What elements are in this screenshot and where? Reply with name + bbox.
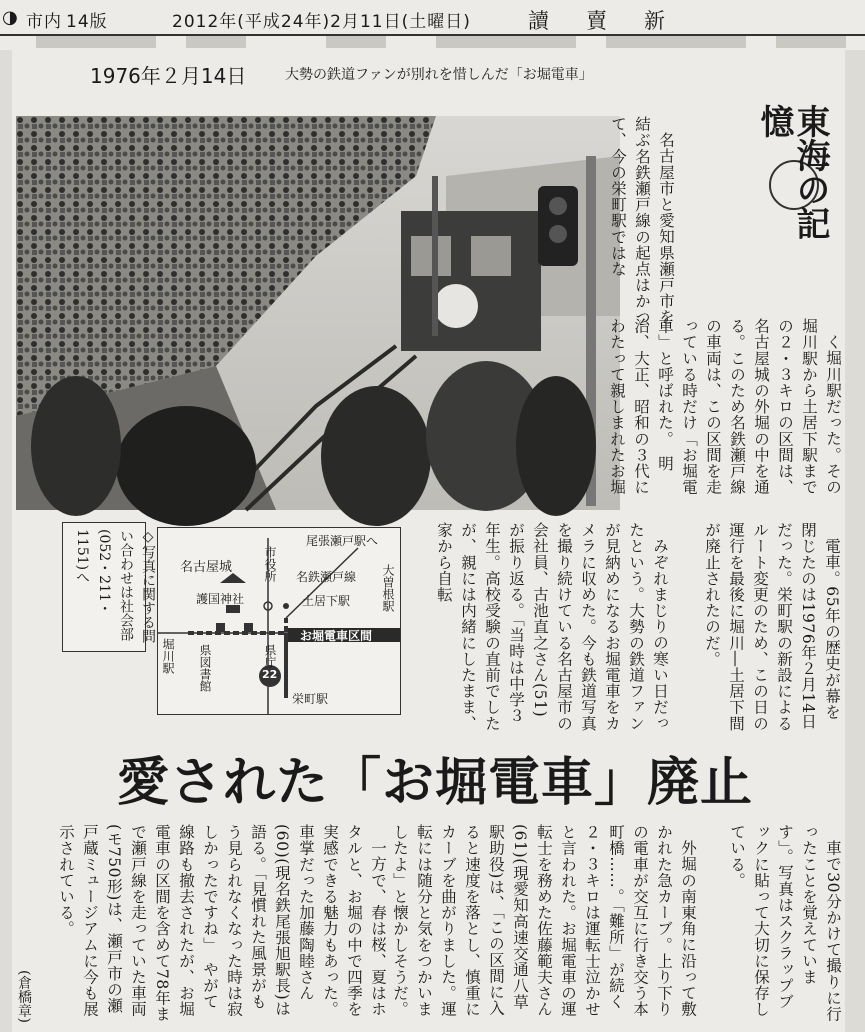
contact-box: [62, 522, 156, 652]
article-column-1: [609, 116, 678, 336]
byline: (倉橋章): [16, 970, 32, 1023]
map-label-meitetsu-seto: 名鉄瀬戸線: [296, 570, 357, 584]
article-column-3: [672, 522, 844, 732]
paper-name: 讀 賣 新: [528, 9, 673, 33]
newspaper-header: [0, 0, 865, 36]
map-label-library: 県図書館: [198, 644, 212, 692]
adjacent-page-edge: [845, 50, 865, 1032]
contact-text: ◇写真に関する問い合わせは社会部(052・211・1151)へ: [74, 529, 156, 643]
adjacent-article-strip: [16, 36, 865, 48]
map-label-ozone: 大曽根駅: [381, 564, 395, 612]
edition-label: 市内: [26, 12, 62, 32]
article-text: 外堀の南東角に沿って敷かれた急カーブ。上り下りの電車が交互に行き交う本町橋……。「難所」が続く２・３キロは運転士泣かせと言われた。お堀電車の運転士を務めた佐藤範夫さん(61)(現愛知高速交通八草駅助役)は、「この区間に入ると速度を落とし、慎重にカーブを曲がりました。運転には随分と気をつかいましたよ」と懐かしそうだ。: [391, 824, 697, 1018]
article-text: 車で30分かけて撮りに行ったことを覚えています」。写真はスクラップブックに貼って大切に保存している。: [728, 824, 842, 1022]
article-text: く堀川駅だった。その堀川駅から土居下駅までの２・３キロの区間は、名古屋城の外堀の中を通る。このため名鉄瀬戸線の車両は、この区間を走っている時だけ「お堀電車」と呼ばれた。 明治、大正、昭和の３代にわたって親しまれたお堀: [608, 318, 842, 496]
map-label-section: お堀電車区間: [300, 629, 373, 643]
article-text: 電車。65年の歴史が幕を閉じたのは1976年２月14日だった。栄町駅の新設によるルート変更のため、この日の運行を最後に堀川―土居下間が廃止されたのだ。: [703, 522, 841, 732]
map-label-city-hall: 市役所: [263, 546, 277, 582]
map-label-nagoya-castle: 名古屋城: [180, 560, 233, 575]
map-route-number: 22: [262, 668, 278, 681]
photo-date: 1976年２月14日: [90, 64, 247, 88]
article-column-4: [410, 522, 672, 732]
map-label-gokoku: 護国神社: [196, 592, 245, 606]
map-label-doikoshita: 土居下駅: [302, 594, 351, 608]
article-column-6: [390, 824, 700, 1024]
map-label-sakaemachi: 栄町駅: [292, 692, 329, 706]
article-column-7: [40, 824, 390, 1024]
article-text: みぞれまじりの寒い日だったという。大勢の鉄道ファンが見納めになるお堀電車をカメラに収めた。今も鉄道写真を撮り続けている名古屋市の会社員、古池直之さん(51)が振り返る。「当時は中学３年生。高校受験の直前でしたが、親には内緒にしたまま、家から自転: [435, 522, 669, 732]
series-title: [756, 104, 828, 254]
left-margin-strip: [0, 50, 12, 1032]
series-title-text: 東海の記憶: [754, 104, 830, 240]
map-label-horikawa: 堀川駅: [161, 638, 175, 674]
map-label-owari-seto: 尾張瀬戸駅へ: [306, 534, 379, 548]
edition-number: 14版: [66, 12, 108, 32]
headline: 愛された「お堀電車」廃止: [116, 753, 753, 813]
crowd-train-photo: [16, 116, 620, 510]
photo-caption: [60, 60, 760, 90]
issue-date: 2012年(平成24年)2月11日(土曜日): [172, 12, 471, 32]
article-column-5: [700, 824, 845, 1024]
archival-photo: [16, 116, 620, 510]
page-marker-icon: ◑: [2, 7, 19, 28]
map-label-pref: 県庁: [263, 644, 277, 668]
article-column-2: [608, 318, 845, 503]
article-text: 名古屋市と愛知県瀬戸市を結ぶ名鉄瀬戸線の起点はかつて、今の栄町駅ではな: [609, 116, 675, 326]
article-text: 一方で、春は桜、夏はホタルと、お堀の中で四季を実感できる魅力もあった。車掌だった加藤陶睦さん(60)(現名鉄尾張旭駅長)は語る。「見慣れた風景がもう見られなくなった時は寂しかったですね」 やがて線路も撤去されたが、お堀電車の区間を含めて78年まで瀬戸線を走っていた車両(モ750形)は、瀬戸市の瀬戸蔵ミュージアムに今も展示されている。: [57, 824, 387, 1023]
photo-description: 大勢の鉄道ファンが別れを惜しんだ「お堀電車」: [285, 67, 593, 83]
route-map: [157, 527, 401, 715]
